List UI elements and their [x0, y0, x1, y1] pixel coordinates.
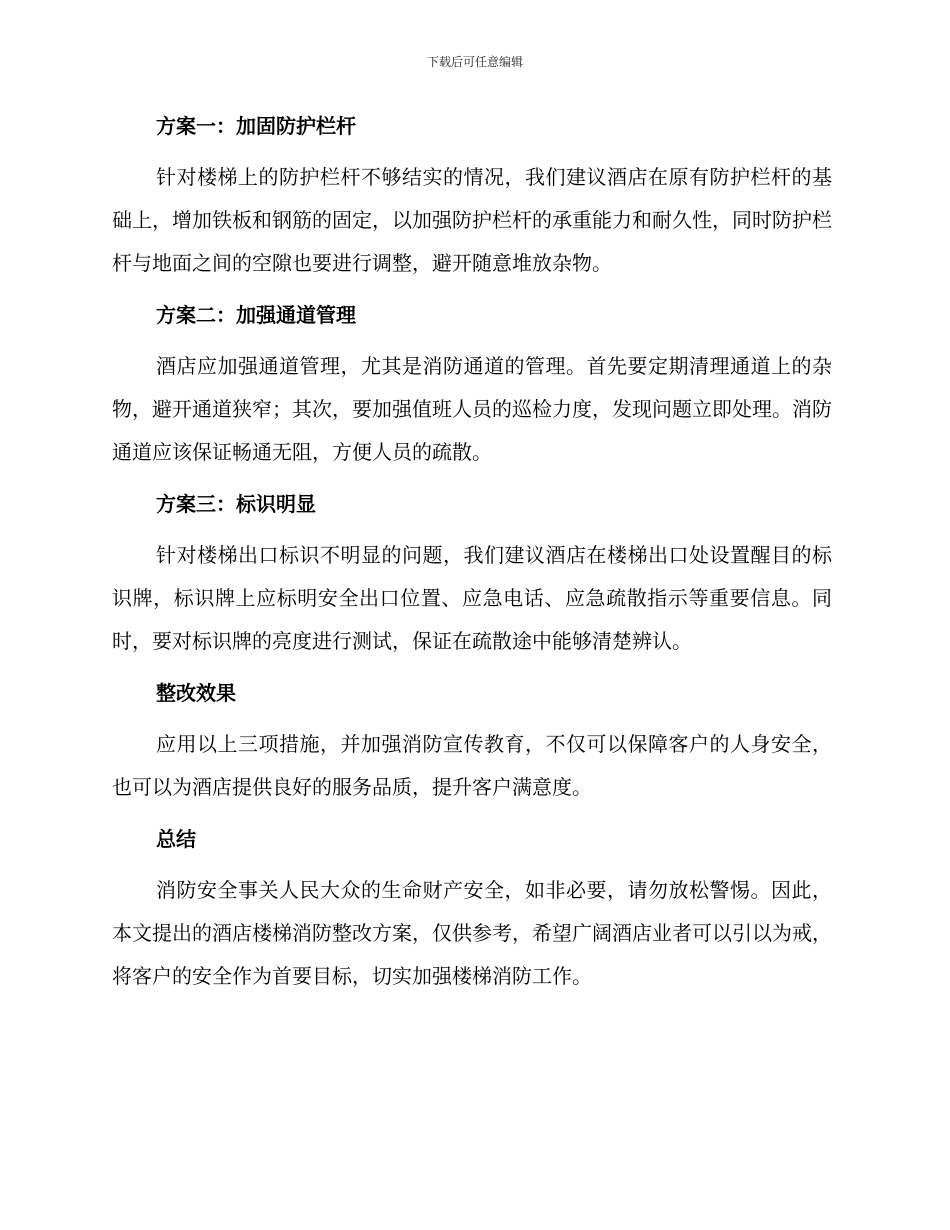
- section-body-plan-3: 针对楼梯出口标识不明显的问题，我们建议酒店在楼梯出口处设置醒目的标识牌，标识牌上应标明安全出口位置、应急电话、应急疏散指示等重要信息。同时，要对标识牌的亮度进行测试，保证在疏散途中能够清楚辨认。: [112, 543, 832, 653]
- section-heading-plan-3: 方案三：标识明显: [156, 492, 316, 516]
- page-header: 下载后可任意编辑: [426, 55, 523, 69]
- section-heading-plan-2: 方案二：加强通道管理: [156, 303, 356, 327]
- section-body-effect: 应用以上三项措施，并加强消防宣传教育，不仅可以保障客户的人身安全，也可以为酒店提供良好的服务品质，提升客户满意度。: [112, 732, 832, 799]
- section-heading-effect: 整改效果: [156, 681, 236, 705]
- document-body: [112, 110, 832, 1012]
- section-heading-plan-1: 方案一：加固防护栏杆: [156, 114, 356, 138]
- section-body-plan-1: 针对楼梯上的防护栏杆不够结实的情况，我们建议酒店在原有防护栏杆的基础上，增加铁板和钢筋的固定，以加强防护栏杆的承重能力和耐久性，同时防护栏杆与地面之间的空隙也要进行调整，避开随意堆放杂物。: [112, 165, 832, 275]
- section-heading-summary: 总结: [156, 827, 196, 851]
- section-body-plan-2: 酒店应加强通道管理，尤其是消防通道的管理。首先要定期清理通道上的杂物，避开通道狭窄；其次，要加强值班人员的巡检力度，发现问题立即处理。消防通道应该保证畅通无阻，方便人员的疏散。: [112, 354, 832, 464]
- section-body-summary: 消防安全事关人民大众的生命财产安全，如非必要，请勿放松警惕。因此，本文提出的酒店楼梯消防整改方案，仅供参考，希望广阔酒店业者可以引以为戒，将客户的安全作为首要目标，切实加强楼梯消防工作。: [112, 878, 832, 988]
